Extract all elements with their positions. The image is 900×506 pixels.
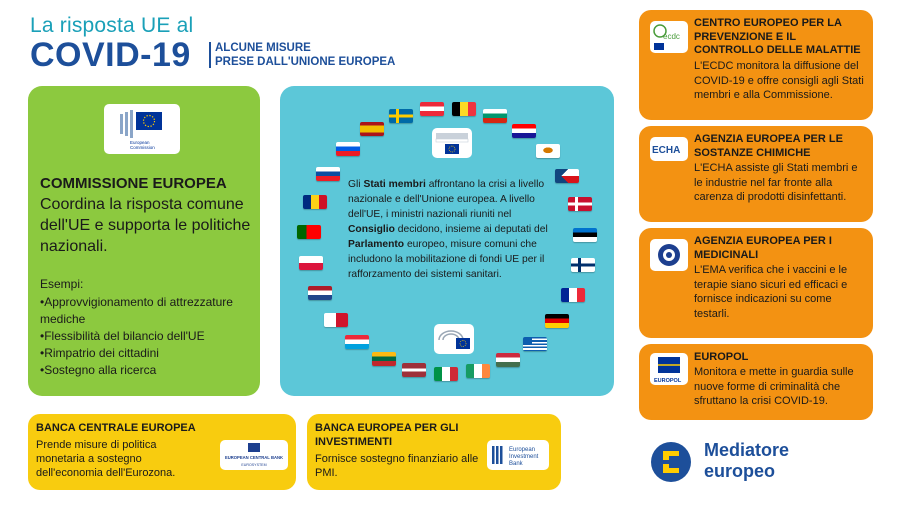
bank-title: BANCA CENTRALE EUROPEA [36,422,196,434]
flag-italy-icon [434,367,458,381]
commission-title: COMMISSIONE EUROPEA [40,175,227,192]
page-subtitle [215,41,395,69]
flag-ireland-icon [466,364,490,378]
eib-logo [487,440,549,470]
ecb-logo-icon [220,440,288,470]
agency-title: CENTRO EUROPEO PER LA PREVENZIONE E IL CONTROLLO DELLE MALATTIE [694,17,861,56]
ecdc-logo [650,21,688,53]
bank-description: Fornisce sostegno finanziario alle PMI. [315,453,479,479]
flag-slovenia-icon [336,142,360,156]
bold-parlamento: Parlamento [348,239,405,250]
agency-card-ecdc [639,10,873,120]
ema-logo [650,239,688,271]
list-item: • Approvvigionamento di attrezzature mediche [40,294,255,328]
svg-text:European: European [130,140,150,145]
flag-poland-icon [299,256,323,270]
ecdc-logo-icon [650,21,688,53]
ombudsman-name: Mediatore europeo [704,440,790,481]
member-states-card [280,86,614,396]
parliament-hemicycle-icon [434,324,474,354]
flag-latvia-icon [402,363,426,377]
flag-lithuania-icon [372,352,396,366]
agency-title: AGENZIA EUROPEA PER I MEDICINALI [694,235,832,261]
svg-text:ecdc: ecdc [663,32,680,41]
agency-description: L'ECDC monitora la diffusione del COVID-19 e offre consigli agli Stati membri e alla Commissione. [694,60,864,101]
echa-logo-icon [650,137,688,161]
examples-list [40,294,255,379]
flag-denmark-icon [568,197,592,211]
commission-description: Coordina la risposta comune dell'UE e supporta le politiche nazionali. [40,196,251,255]
bank-title: BANCA EUROPEA PER GLI INVESTIMENTI [315,422,459,448]
agency-card-europol [639,344,873,420]
flag-croatia-icon [512,124,536,138]
flag-estonia-icon [573,228,597,242]
flag-france-icon [561,288,585,302]
svg-text:EUROPEAN CENTRAL BANK: EUROPEAN CENTRAL BANK [224,455,284,460]
member-states-text: Gli Stati membri affrontano la crisi a livello nazionale e dell'Unione europea. A livello dell'UE, i ministri nazionali riuniti nel Consiglio decidono, insieme ai deputati del Parlamento europeo, misure comuni che includono la mobilitazione di fondi UE per il rafforzamento dei sistemi sanitari. [348,179,548,280]
ecb-logo [220,440,288,470]
bold-stati-membri: Stati membri [363,179,426,190]
commission-card [28,86,260,396]
commission-logo [104,104,180,154]
flag-romania-icon [303,195,327,209]
ecb-card [28,414,296,490]
svg-text:ECHA: ECHA [652,145,681,156]
flag-germany-icon [545,314,569,328]
eib-logo-icon [487,440,549,470]
bold-consiglio: Consiglio [348,224,395,235]
subtitle-line-1: ALCUNE MISURE [215,42,311,54]
bank-description: Prende misure di politica monetaria a sostegno dell'economia dell'Eurozona. [36,439,176,479]
subtitle-line-2: PRESE DALL'UNIONE EUROPEA [215,56,396,68]
echa-logo [650,137,688,161]
flag-malta-icon [324,313,348,327]
svg-text:EUROSYSTEM: EUROSYSTEM [241,463,267,467]
parliament-logo [434,324,474,354]
agency-description: L'ECHA assiste gli Stati membri e le industrie nel far fronte alla carenza di prodotti disinfettanti. [694,162,858,203]
commission-logo-icon [104,104,180,154]
agency-description: Monitora e mette in guardia sulle nuove forme di criminalità che sfruttano la crisi COVID-19. [694,366,854,407]
europol-logo [650,353,688,385]
europol-logo-icon [650,353,688,385]
flag-portugal-icon [297,225,321,239]
flag-finland-icon [571,258,595,272]
svg-text:Bank: Bank [509,461,523,467]
agency-title: EUROPOL [694,351,749,363]
council-logo [432,128,472,158]
svg-text:Commission: Commission [130,145,155,150]
agency-card-echa [639,126,873,222]
flag-luxembourg-icon [345,335,369,349]
flag-bulgaria-icon [483,109,507,123]
council-building-icon [432,128,472,158]
flag-hungary-icon [496,353,520,367]
flag-sweden-icon [389,109,413,123]
eib-card [307,414,561,490]
page-title: COVID-19 [30,36,191,74]
list-item: • Sostegno alla ricerca [40,362,255,379]
list-item: • Rimpatrio dei cittadini [40,345,255,362]
flag-austria-icon [420,102,444,116]
list-item: • Flessibilità del bilancio dell'UE [40,328,255,345]
agency-card-ema [639,228,873,338]
flag-netherlands-icon [308,286,332,300]
flag-spain-icon [360,122,384,136]
flag-slovakia-icon [316,167,340,181]
svg-text:Investment: Investment [509,454,539,460]
ema-logo-icon [650,239,688,271]
ombudsman-logo-icon [650,441,692,483]
title-divider [209,42,211,68]
flag-belgium-icon [452,102,476,116]
svg-text:EUROPOL: EUROPOL [654,378,682,384]
agency-description: L'EMA verifica che i vaccini e le terapie siano sicuri ed efficaci e fornisce indicazioni su come testarli. [694,264,848,320]
title-line-1: La risposta UE al [30,14,194,37]
svg-text:European: European [509,447,536,453]
flag-cyprus-icon [536,144,560,158]
examples-label: Esempi: [40,277,84,291]
agency-title: AGENZIA EUROPEA PER LE SOSTANZE CHIMICHE [694,133,843,159]
flag-greece-icon [523,337,547,351]
